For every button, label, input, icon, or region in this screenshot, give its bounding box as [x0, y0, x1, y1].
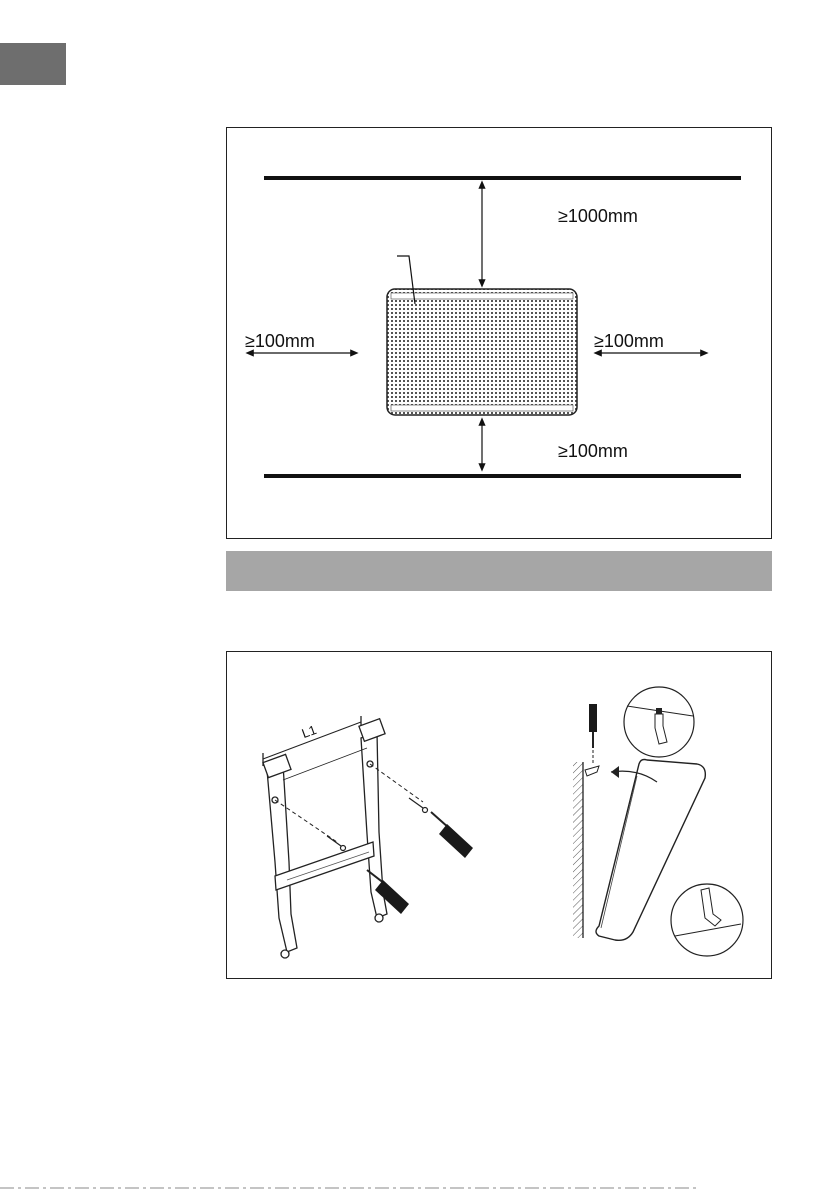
- language-tab: [0, 43, 66, 85]
- detail-circle-top: [624, 687, 694, 757]
- heater-panel: [387, 289, 577, 415]
- screw-icon: [409, 798, 428, 813]
- mounting-drawing: [227, 652, 773, 980]
- screw-icon: [327, 836, 346, 851]
- screwdriver-icon: [431, 812, 473, 858]
- footer-strip: [0, 1186, 700, 1190]
- left-clearance-label: ≥100mm: [245, 331, 315, 351]
- screwdriver-icon: [589, 704, 597, 764]
- mounting-diagram: [226, 651, 772, 979]
- section-heading-bar: [226, 551, 772, 591]
- bottom-clearance-label: ≥100mm: [558, 441, 628, 461]
- top-clearance-label: ≥1000mm: [558, 206, 638, 226]
- clearance-diagram: [226, 127, 772, 539]
- wall-bracket-frame: [263, 716, 387, 958]
- detail-circle-bottom: [671, 884, 743, 956]
- bracket-dimension-label: L1: [299, 722, 319, 742]
- wall: [573, 762, 583, 938]
- right-clearance-label: ≥100mm: [594, 331, 664, 351]
